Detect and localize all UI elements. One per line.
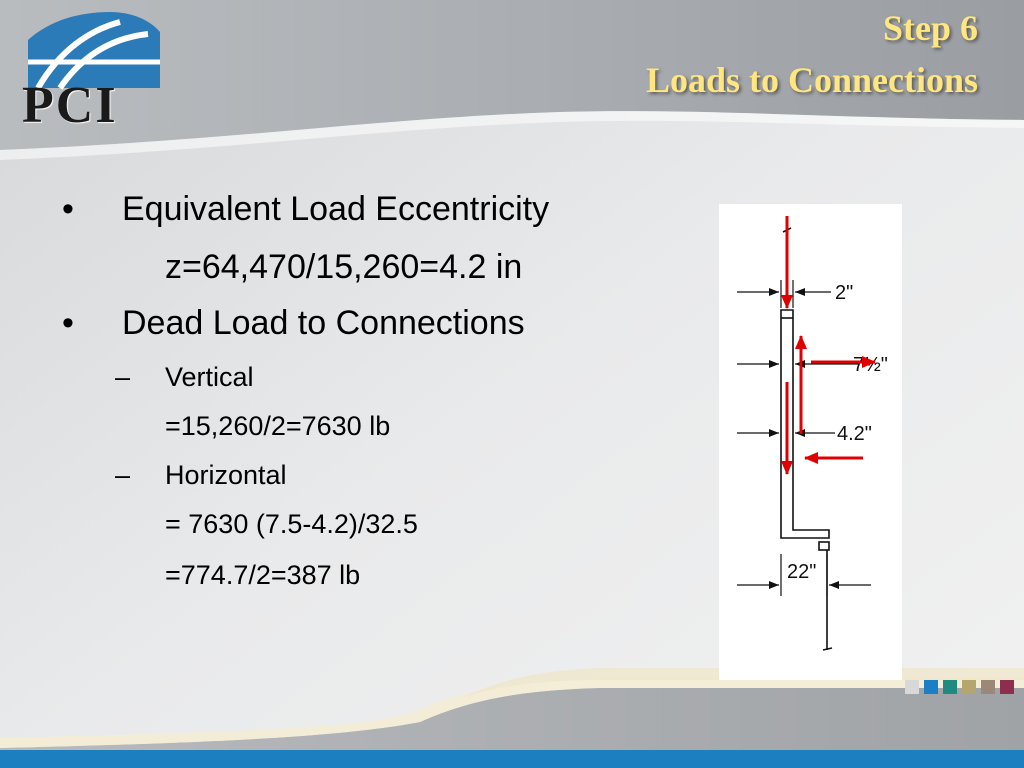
dimension-mid-label: 7½" (853, 354, 888, 376)
panel-outline (781, 222, 832, 650)
dimension-top-label: 2" (835, 282, 854, 304)
pci-logo-text: PCI (22, 77, 118, 134)
bullet-marker: • (62, 190, 74, 228)
dimension-eccentricity-label: 4.2" (837, 423, 872, 445)
bullet-text: Dead Load to Connections (122, 304, 525, 342)
sub-bullet-text: Horizontal (165, 460, 287, 490)
panel-section-drawing (719, 204, 902, 680)
bullet-subtext: z=64,470/15,260=4.2 in (165, 248, 523, 286)
sub-bullet-text: Vertical (165, 362, 254, 392)
sub-bullet-subtext: =774.7/2=387 lb (165, 560, 361, 590)
swatch (924, 680, 938, 694)
dimension-bottom-label: 22" (787, 561, 817, 583)
bullet-marker: • (62, 304, 74, 342)
sub-bullet-marker: – (115, 362, 131, 392)
title-line-1: Step 6 (882, 8, 978, 48)
sub-bullet-marker: – (115, 460, 131, 490)
swatch (943, 680, 957, 694)
connection-load-diagram (719, 204, 902, 680)
dimension-top (737, 280, 831, 308)
title-line-2: Loads to Connections (645, 60, 978, 100)
sub-bullet-subtext: = 7630 (7.5-4.2)/32.5 (165, 509, 418, 539)
bullet-text: Equivalent Load Eccentricity (122, 190, 550, 228)
swatch (962, 680, 976, 694)
swatch (1000, 680, 1014, 694)
swatch (981, 680, 995, 694)
sub-bullet-subtext: =15,260/2=7630 lb (165, 411, 391, 441)
swatch (905, 680, 919, 694)
